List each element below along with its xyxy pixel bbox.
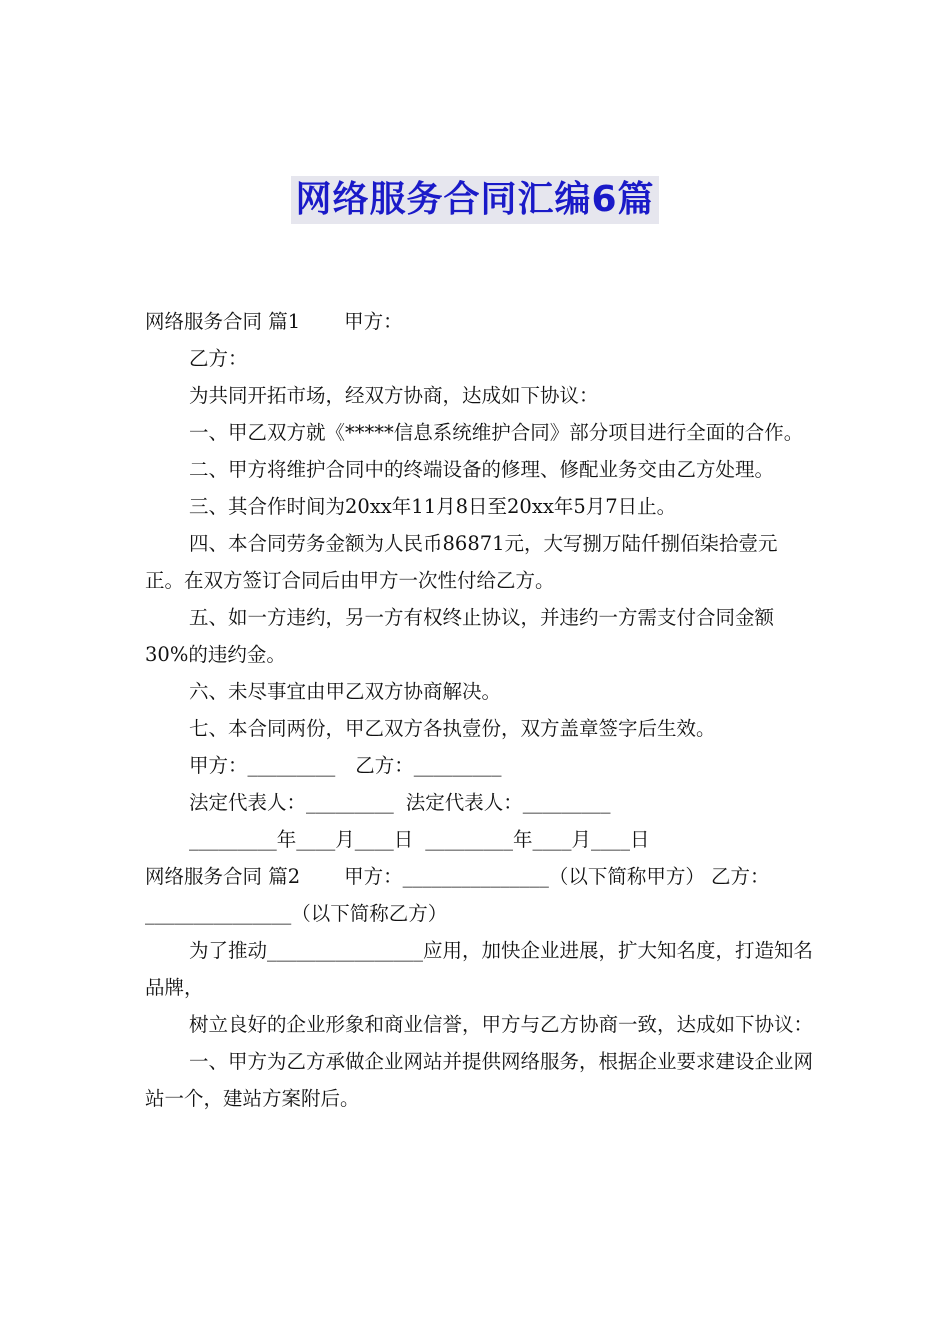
date-a: _________年____月____日 bbox=[189, 828, 414, 851]
paragraph: 一、甲方为乙方承做企业网站并提供网络服务，根据企业要求建设企业网站一个，建站方案附后。 bbox=[145, 1050, 814, 1110]
paragraph: 七、本合同两份，甲乙双方各执壹份，双方盖章签字后生效。 bbox=[189, 717, 716, 740]
section-1-heading-line bbox=[145, 303, 813, 340]
party-a-signature: 甲方：_________ bbox=[189, 754, 336, 777]
date-line bbox=[145, 821, 813, 858]
section-2-heading: 网络服务合同 篇2 bbox=[145, 865, 301, 888]
representative-line bbox=[145, 784, 813, 821]
document-title: 网络服务合同汇编6篇 bbox=[291, 176, 658, 224]
rep-b-signature: 法定代表人：_________ bbox=[405, 791, 611, 814]
paragraph: 三、其合作时间为20xx年11月8日至20xx年5月7日止。 bbox=[189, 495, 677, 518]
paragraph: 五、如一方违约，另一方有权终止协议，并违约一方需支付合同金额30%的违约金。 bbox=[145, 606, 775, 666]
party-a-label: 甲方： bbox=[344, 310, 403, 333]
title-wrap bbox=[0, 176, 950, 224]
paragraph: 六、未尽事宜由甲乙双方协商解决。 bbox=[189, 680, 502, 703]
section-1-heading: 网络服务合同 篇1 bbox=[145, 310, 301, 333]
signature-line bbox=[145, 747, 813, 784]
paragraph: 为了推动________________应用，加快企业进展，扩大知名度，打造知名品牌， bbox=[145, 939, 814, 999]
date-b: _________年____月____日 bbox=[425, 828, 650, 851]
paragraph: 乙方： bbox=[189, 347, 248, 370]
document-body bbox=[145, 303, 813, 1117]
paragraph: 树立良好的企业形象和商业信誉，甲方与乙方协商一致，达成如下协议： bbox=[189, 1013, 814, 1036]
paragraph: 四、本合同劳务金额为人民币86871元，大写捌万陆仟捌佰柒拾壹元正。在双方签订合同后由甲方一次性付给乙方。 bbox=[145, 532, 778, 592]
rep-a-signature: 法定代表人：_________ bbox=[189, 791, 394, 814]
section-2-intro bbox=[145, 858, 813, 932]
section-2-parties: 甲方：_______________（以下简称甲方） 乙方：_______________（以下简称乙方） bbox=[145, 865, 770, 925]
paragraph: 为共同开拓市场，经双方协商，达成如下协议： bbox=[189, 384, 599, 407]
party-b-signature: 乙方：_________ bbox=[355, 754, 502, 777]
paragraph: 一、甲乙双方就《*****信息系统维护合同》部分项目进行全面的合作。 bbox=[189, 421, 804, 444]
paragraph: 二、甲方将维护合同中的终端设备的修理、修配业务交由乙方处理。 bbox=[189, 458, 775, 481]
